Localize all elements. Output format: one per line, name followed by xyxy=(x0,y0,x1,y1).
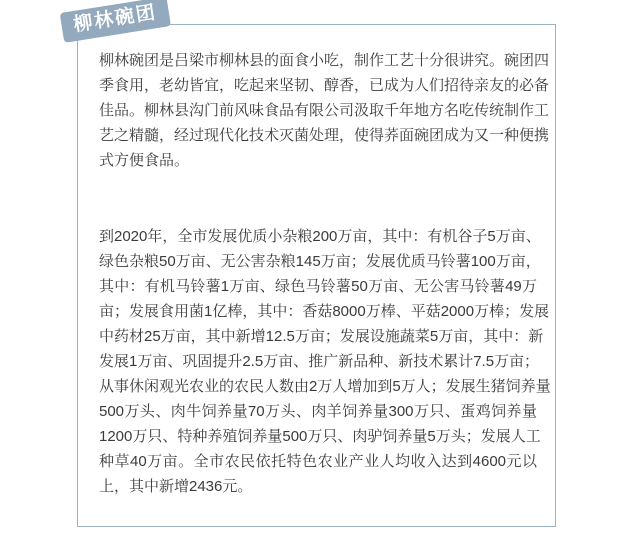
text-line: 式方便食品。 xyxy=(99,152,190,169)
text-line: 季食用，老幼皆宜，吃起来坚韧、醇香，已成为人们招待亲友的必备 xyxy=(99,77,550,94)
paragraph-development-targets xyxy=(99,224,551,499)
text-line: 艺之精髓，经过现代化技术灭菌处理，使得荞面碗团成为又一种便携 xyxy=(99,127,550,144)
article-panel xyxy=(77,24,556,527)
text-line: 发展1万亩、巩固提升2.5万亩、推广新品种、新技术累计7.5万亩； xyxy=(99,353,540,370)
text-line: 1200万只、特种养殖饲养量500万只、肉驴饲养量5万头；发展人工 xyxy=(99,428,541,445)
text-line: 种草40万亩。全市农民依托特色农业产业人均收入达到4600元以 xyxy=(99,453,537,470)
text-line: 其中：有机马铃薯1万亩、绿色马铃薯50万亩、无公害马铃薯49万 xyxy=(99,278,537,295)
text-line: 绿色杂粮50万亩、无公害杂粮145万亩；发展优质马铃薯100万亩， xyxy=(99,253,541,270)
text-line: 从事休闲观光农业的农民人数由2万人增加到5万人；发展生猪饲养量 xyxy=(99,378,551,395)
text-line: 佳品。柳林县沟门前风味食品有限公司汲取千年地方名吃传统制作工 xyxy=(99,102,550,119)
text-line: 上，其中新增2436元。 xyxy=(99,478,253,495)
text-line: 中药材25万亩，其中新增12.5万亩；发展设施蔬菜5万亩，其中：新 xyxy=(99,328,544,345)
article-tag-label: 柳林碗团 xyxy=(72,2,159,36)
article-body xyxy=(99,48,551,499)
paragraph-intro xyxy=(99,48,550,173)
text-line: 500万头、肉牛饲养量70万头、肉羊饲养量300万只、蛋鸡饲养量 xyxy=(99,403,537,420)
text-line: 亩；发展食用菌1亿棒，其中：香菇8000万棒、平菇2000万棒；发展 xyxy=(99,303,550,320)
text-line: 柳林碗团是吕梁市柳林县的面食小吃，制作工艺十分很讲究。碗团四 xyxy=(99,52,550,69)
text-line: 到2020年，全市发展优质小杂粮200万亩，其中：有机谷子5万亩、 xyxy=(99,228,541,245)
